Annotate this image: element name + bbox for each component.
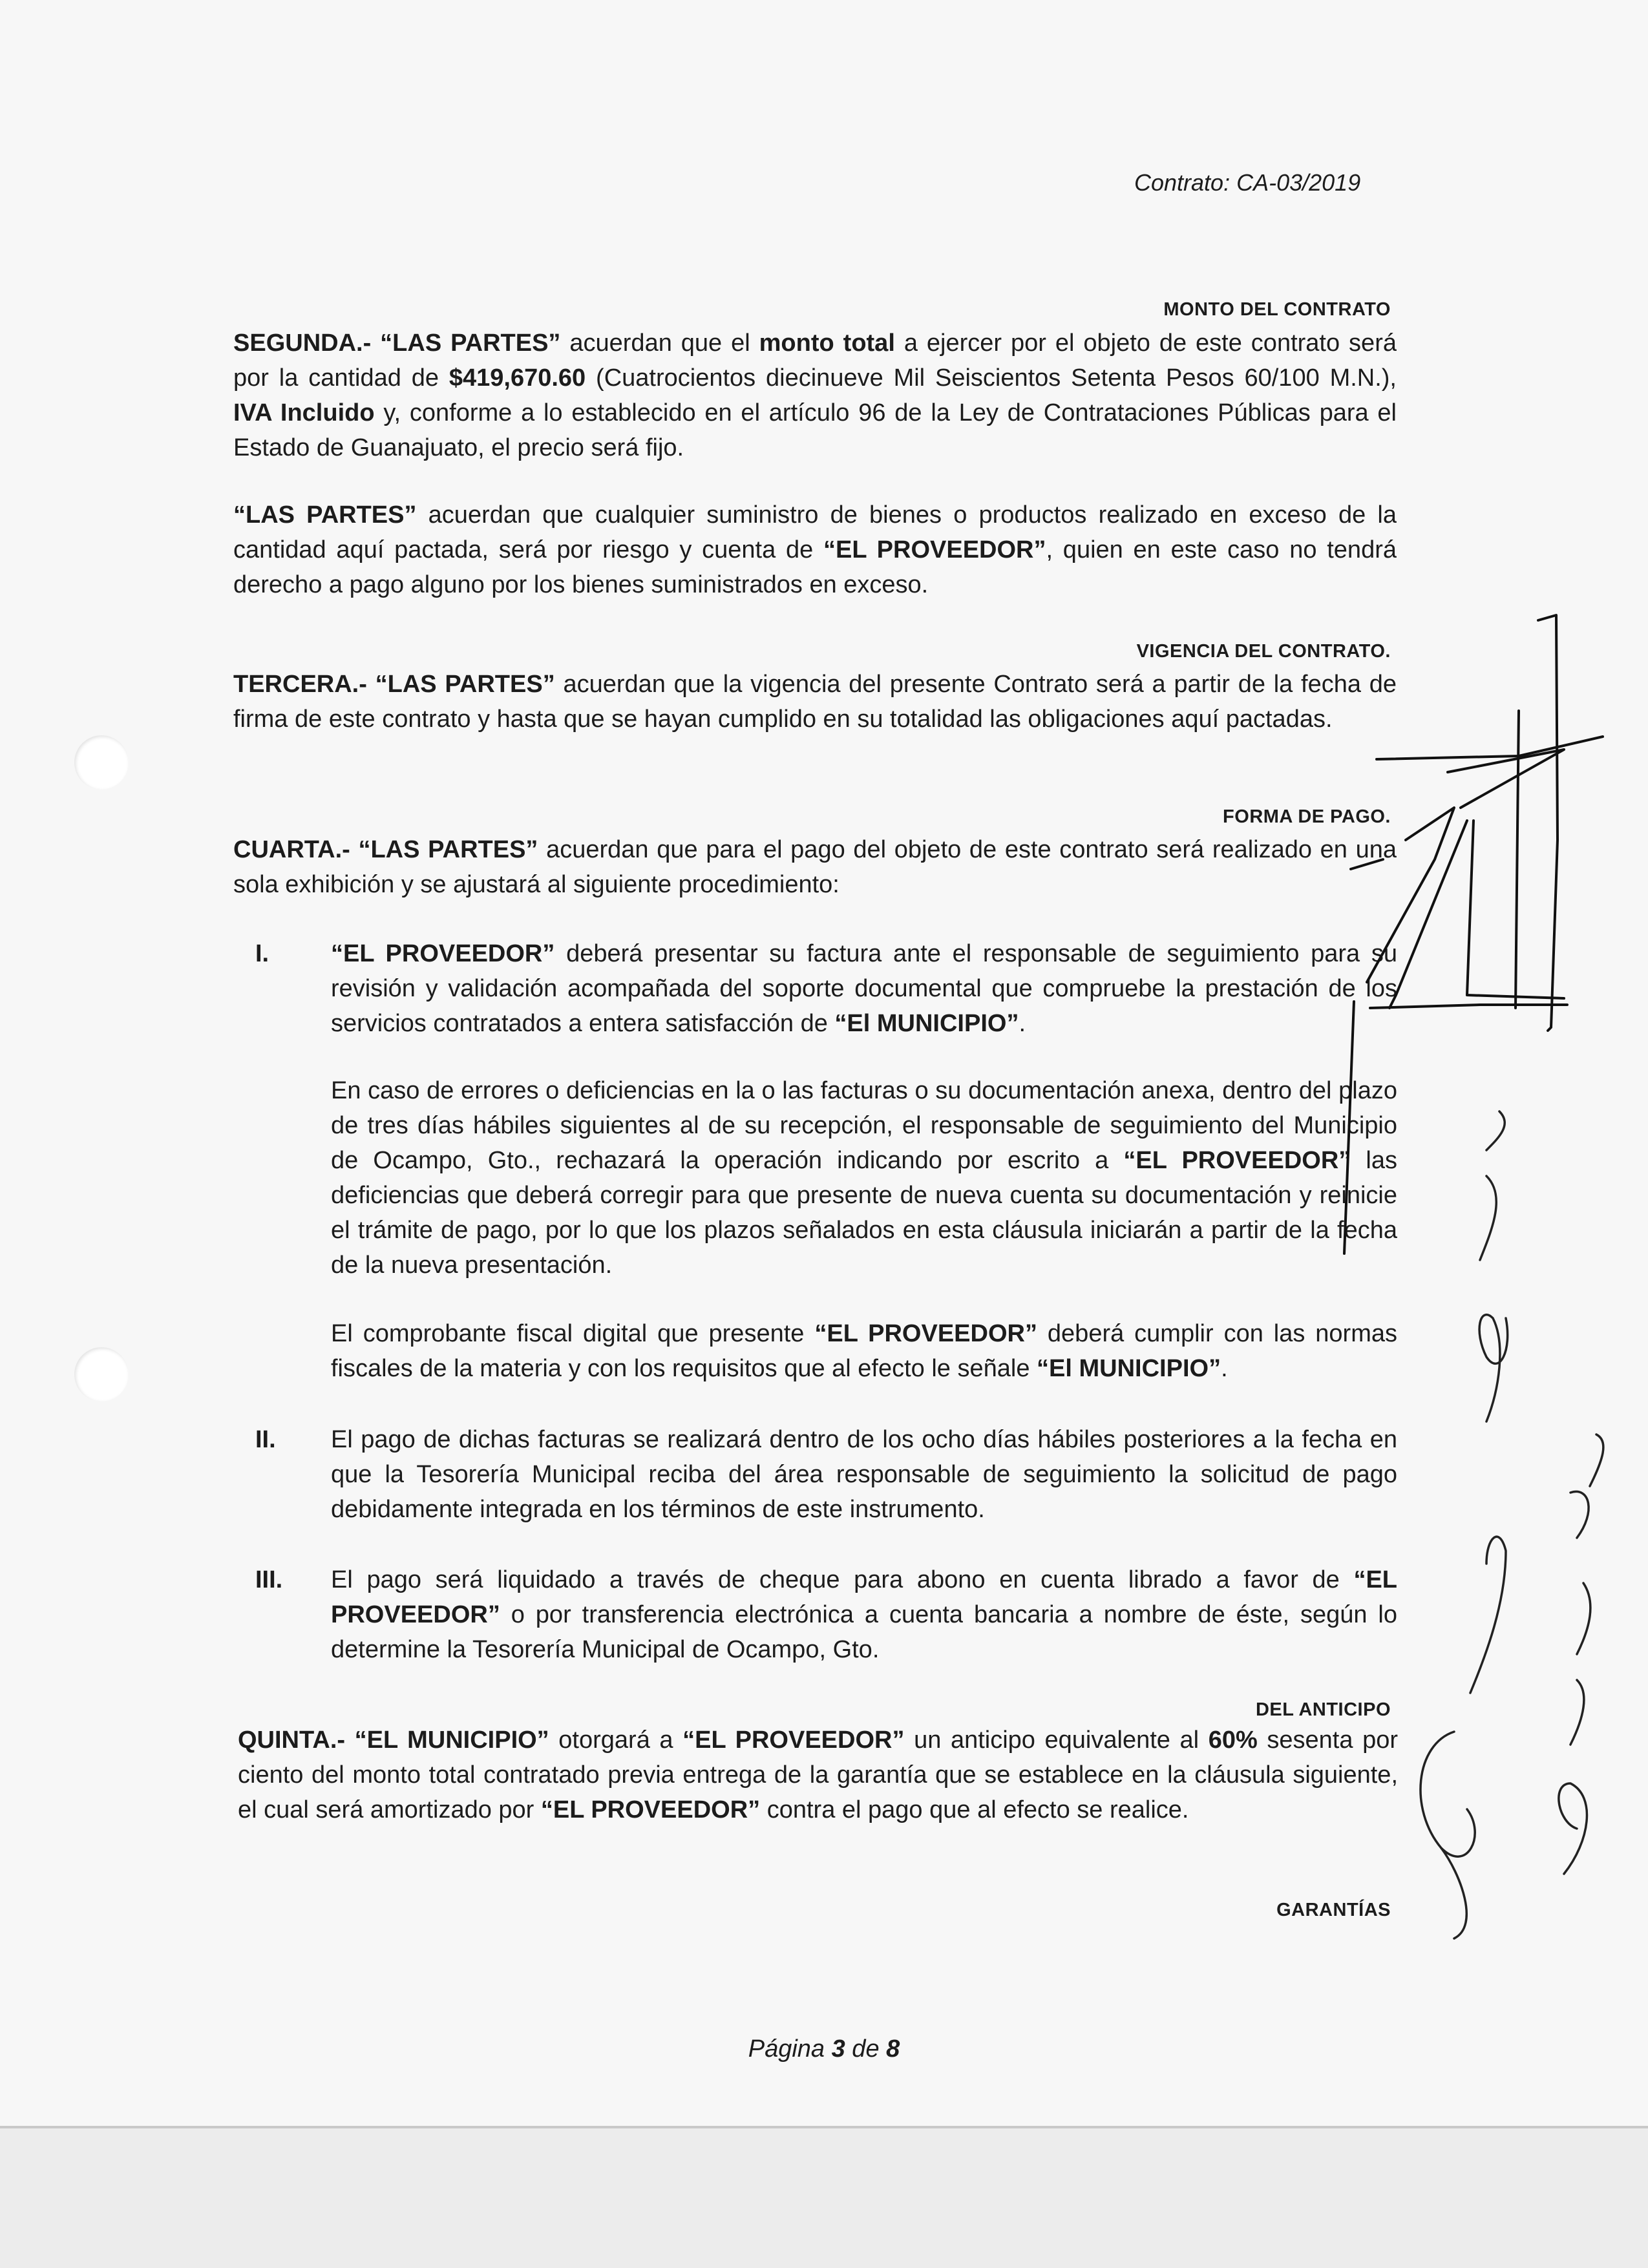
party-name: “EL PROVEEDOR” <box>540 1796 761 1823</box>
clause-label: QUINTA.- <box>238 1727 355 1754</box>
party-name: “EL PROVEEDOR” <box>331 1566 1397 1628</box>
text: En caso de errores o deficiencias en la o las facturas o su documentación anexa, dentro del plazo de tres días hábiles siguientes al de su recepción, el responsable de seguimiento del Municipio de Ocampo, Gto., rechazará la operación indicando por escrito a <box>331 1077 1397 1174</box>
party-name: “LAS PARTES” <box>233 501 417 529</box>
emphasis: monto total <box>759 330 895 357</box>
section-heading-pago: FORMA DE PAGO. <box>1223 806 1391 827</box>
text: contra el pago que al efecto se realice. <box>760 1796 1189 1823</box>
clause-label: SEGUNDA.- <box>233 330 381 357</box>
item-ii-paragraph: El pago de dichas facturas se realizará dentro de los ocho días hábiles posteriores a la fecha en que la Tesorería Municipal reciba del área responsable de seguimiento la solicitud de pago debidamente integrada en los términos de este instrumento. <box>331 1426 1397 1523</box>
party-name: “EL PROVEEDOR” <box>331 940 555 967</box>
section-heading-vigencia: VIGENCIA DEL CONTRATO. <box>1136 641 1391 662</box>
text: acuerdan que el <box>560 330 759 357</box>
text: las deficiencias que deberá corregir para que presente de nueva cuenta su documentación y reinicie el trámite de pago, por lo que los plazos señalados en esta cláusula iniciarán a partir de la fecha de la nueva presentación. <box>331 1147 1398 1279</box>
party-name: “EL PROVEEDOR” <box>823 536 1046 563</box>
text: deberá cumplir con las normas fiscales de la materia y con los requisitos que al efecto le señale <box>331 1320 1397 1382</box>
page-total: 8 <box>886 2035 900 2063</box>
contract-amount: $419,670.60 <box>449 364 586 392</box>
text: . <box>1019 1010 1026 1037</box>
party-name: “EL PROVEEDOR” <box>682 1727 905 1754</box>
footer-text: Página <box>748 2035 832 2063</box>
emphasis: IVA Incluido <box>233 399 375 426</box>
text: sesenta por ciento del monto total contratado previa entrega de la garantía que se establece en la cláusula siguiente, el cual será amortizado por <box>238 1727 1398 1823</box>
text: (Cuatrocientos diecinueve Mil Seiscientos Setenta Pesos 60/100 M.N.), <box>586 364 1397 392</box>
text: acuerdan que la vigencia del presente Contrato será a partir de la fecha de firma de este contrato y hasta que se hayan cumplido en su totalidad las obligaciones aquí pactadas. <box>233 671 1397 733</box>
item-number: I. <box>255 940 269 967</box>
text: otorgará a <box>549 1727 683 1754</box>
section-heading-monto: MONTO DEL CONTRATO <box>1163 299 1391 320</box>
percentage: 60% <box>1208 1727 1258 1754</box>
clause-label: TERCERA.- <box>233 671 375 698</box>
text: un anticipo equivalente al <box>904 1727 1209 1754</box>
page-number: 3 <box>831 2035 845 2063</box>
item-number: II. <box>255 1426 276 1453</box>
text: deberá presentar su factura ante el responsable de seguimiento para su revisión y validación acompañada del soporte documental que compruebe la prestación de los servicios contratados a entera satisfacción de <box>331 940 1397 1037</box>
party-name: “El MUNICIPIO” <box>1037 1355 1221 1382</box>
item-number: III. <box>255 1566 283 1593</box>
text: acuerdan que cualquier suministro de bienes o productos realizado en exceso de la cantidad aquí pactada, será por riesgo y cuenta de <box>233 501 1397 563</box>
initials-signature <box>1344 615 1603 1254</box>
party-name: “LAS PARTES” <box>375 671 555 698</box>
text: . <box>1221 1355 1228 1382</box>
text: acuerdan que para el pago del objeto de este contrato será realizado en una sola exhibición y se ajustará al siguiente procedimiento: <box>233 836 1397 898</box>
party-name: “EL PROVEEDOR” <box>814 1320 1037 1347</box>
party-name: “EL MUNICIPIO” <box>354 1727 549 1754</box>
text: a ejercer por el objeto de este contrato será por la cantidad de <box>233 330 1397 392</box>
contract-reference: Contrato: CA-03/2019 <box>1134 169 1361 196</box>
party-name: “EL PROVEEDOR” <box>1123 1147 1351 1174</box>
footer-text: de <box>845 2035 887 2063</box>
text: El comprobante fiscal digital que presente <box>331 1320 815 1347</box>
text: y, conforme a lo establecido en el artículo 96 de la Ley de Contrataciones Públicas para el Estado de Guanajuato, el precio será fijo. <box>233 399 1397 461</box>
text: o por transferencia electrónica a cuenta bancaria a nombre de éste, según lo determine la Tesorería Municipal de Ocampo, Gto. <box>331 1601 1397 1663</box>
clause-label: CUARTA.- <box>233 836 359 863</box>
party-name: “LAS PARTES” <box>358 836 538 863</box>
text: , quien en este caso no tendrá derecho a pago alguno por los bienes suministrados en exceso. <box>233 536 1397 598</box>
text: El pago será liquidado a través de cheque para abono en cuenta librado a favor de <box>331 1566 1354 1593</box>
party-name: “LAS PARTES” <box>380 330 561 357</box>
party-name: “El MUNICIPIO” <box>834 1010 1019 1037</box>
handwritten-annotation <box>1421 1111 1603 1938</box>
section-heading-garantias: GARANTÍAS <box>1276 1900 1391 1920</box>
section-heading-anticipo: DEL ANTICIPO <box>1255 1699 1391 1720</box>
